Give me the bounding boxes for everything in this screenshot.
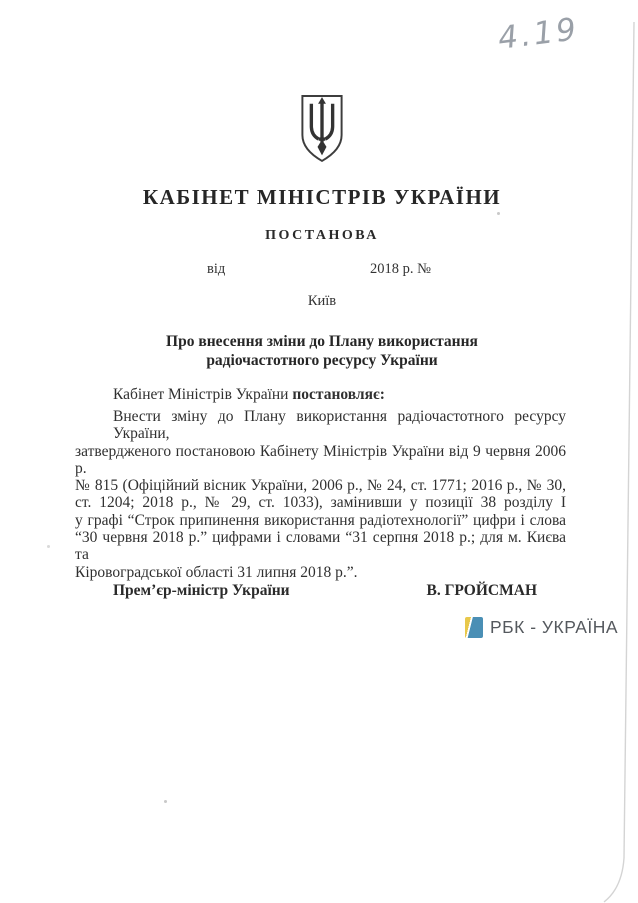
subject-heading: [6, 333, 638, 370]
emblem-container: [6, 88, 638, 175]
organization-title: КАБІНЕТ МІНІСТРІВ УКРАЇНИ: [142, 185, 502, 209]
body-line: у графі “Строк припинення використання радіотехнології” цифри і слова: [75, 511, 566, 529]
rbk-logo-icon: [465, 617, 483, 638]
body-paragraph: [75, 408, 566, 581]
scan-speck: [164, 800, 167, 803]
ukraine-trident-emblem: [294, 88, 350, 170]
signature-row: [75, 582, 537, 600]
intro-regular: Кабінет Міністрів України: [113, 386, 293, 403]
city-label: Київ: [307, 293, 337, 309]
rbk-ukraine-watermark: [465, 617, 618, 638]
date-prefix: від: [207, 261, 226, 277]
scan-speck: [497, 212, 500, 215]
body-line: Внести зміну до Плану використання радіочастотного ресурсу України,: [113, 408, 566, 443]
subject-line-1: Про внесення зміни до Плану використання: [166, 333, 478, 350]
handwritten-note: 4.19: [496, 11, 581, 57]
body-line: Кіровоградської області 31 липня 2018 р.”.: [75, 563, 358, 581]
document-type-heading: ПОСТАНОВА: [265, 228, 379, 243]
body-line: затвердженого постановою Кабінету Міністрів України від 9 червня 2006 р.: [75, 442, 566, 477]
intro-bold: постановляє:: [292, 386, 385, 403]
scan-speck: [47, 545, 50, 548]
body-line: “30 червня 2018 р.” цифрами і словами “31 серпня 2018 р.; для м. Києва та: [75, 529, 566, 564]
body-line: № 815 (Офіційний вісник України, 2006 р., № 24, ст. 1771; 2016 р., № 30,: [75, 477, 566, 495]
date-value: 2018 р. №: [370, 261, 431, 277]
intro-line: [75, 386, 604, 404]
subject-line-2: радіочастотного ресурсу України: [206, 351, 438, 369]
body-line: ст. 1204; 2018 р., № 29, ст. 1033), замінивши у позиції 38 розділу І: [75, 494, 566, 512]
signer-title: Прем’єр-міністр України: [113, 582, 290, 599]
rbk-watermark-label: РБК - УКРАЇНА: [490, 617, 619, 637]
signer-name: В. ГРОЙСМАН: [426, 582, 537, 599]
